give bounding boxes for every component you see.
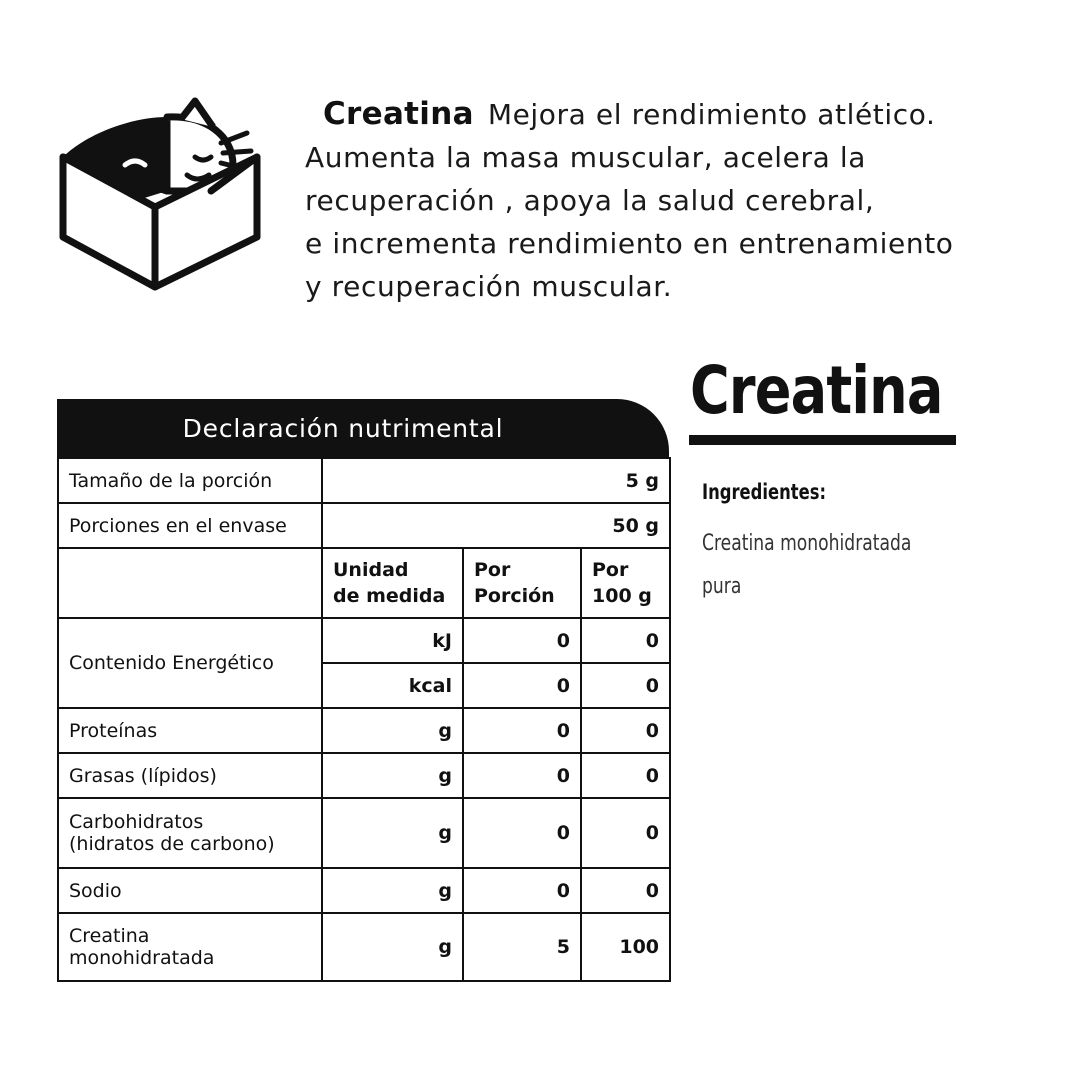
portion-cell: 0: [463, 868, 581, 913]
per100-cell: 0: [581, 618, 670, 663]
description-line: recuperación , apoya la salud cerebral,: [305, 184, 875, 217]
brand-name: Creatina: [323, 96, 474, 132]
portion-cell: 0: [463, 663, 581, 708]
unit-cell: kJ: [322, 618, 463, 663]
portion-cell: 0: [463, 798, 581, 868]
column-header-portion: Por Porción: [463, 548, 581, 618]
per100-cell: 0: [581, 753, 670, 798]
description-lead: [305, 93, 1045, 136]
column-header-unit: Unidad de medida: [322, 548, 463, 618]
nutrition-table: [57, 457, 671, 982]
table-row: [58, 913, 670, 981]
portion-cell: 0: [463, 708, 581, 753]
nutrient-label: Grasas (lípidos): [58, 753, 322, 798]
table-row: [58, 618, 670, 663]
cat-in-box-logo: [55, 95, 265, 295]
table-header-row: [58, 548, 670, 618]
per100-cell: 100: [581, 913, 670, 981]
table-row: [58, 708, 670, 753]
table-row: [58, 753, 670, 798]
portion-cell: 5: [463, 913, 581, 981]
portion-cell: 0: [463, 618, 581, 663]
empty-header-cell: [58, 548, 322, 618]
table-row: [58, 868, 670, 913]
servings-label: Porciones en el envase: [58, 503, 322, 548]
ingredients-line: pura: [702, 574, 742, 599]
per100-cell: 0: [581, 708, 670, 753]
portion-cell: 0: [463, 753, 581, 798]
table-row: [58, 503, 670, 548]
ingredients-line: Creatina monohidratada: [702, 531, 912, 556]
nutrition-panel-title: Declaración nutrimental: [57, 399, 669, 457]
unit-cell: g: [322, 708, 463, 753]
serving-size-label: Tamaño de la porción: [58, 458, 322, 503]
description-line: y recuperación muscular.: [305, 270, 673, 303]
energy-label: Contenido Energético: [58, 618, 322, 708]
nutrient-label: Proteínas: [58, 708, 322, 753]
per100-cell: 0: [581, 663, 670, 708]
ingredients-label: Ingredientes:: [702, 480, 827, 504]
per100-cell: 0: [581, 868, 670, 913]
product-description: [305, 93, 1045, 308]
title-underline: [689, 435, 956, 445]
servings-value: 50 g: [322, 503, 670, 548]
nutrient-label: Sodio: [58, 868, 322, 913]
nutrition-facts-panel: [57, 399, 669, 982]
description-first-line: Mejora el rendimiento atlético.: [487, 98, 936, 131]
nutrient-label: Carbohidratos (hidratos de carbono): [58, 798, 322, 868]
serving-size-value: 5 g: [322, 458, 670, 503]
ingredients-text: [702, 522, 936, 608]
table-row: [58, 798, 670, 868]
product-title: Creatina: [690, 352, 943, 429]
nutrient-label: Creatina monohidratada: [58, 913, 322, 981]
unit-cell: g: [322, 798, 463, 868]
column-header-100g: Por 100 g: [581, 548, 670, 618]
per100-cell: 0: [581, 798, 670, 868]
description-line: e incrementa rendimiento en entrenamiento: [305, 227, 954, 260]
unit-cell: g: [322, 913, 463, 981]
table-row: [58, 458, 670, 503]
unit-cell: kcal: [322, 663, 463, 708]
unit-cell: g: [322, 868, 463, 913]
description-line: Aumenta la masa muscular, acelera la: [305, 141, 866, 174]
unit-cell: g: [322, 753, 463, 798]
